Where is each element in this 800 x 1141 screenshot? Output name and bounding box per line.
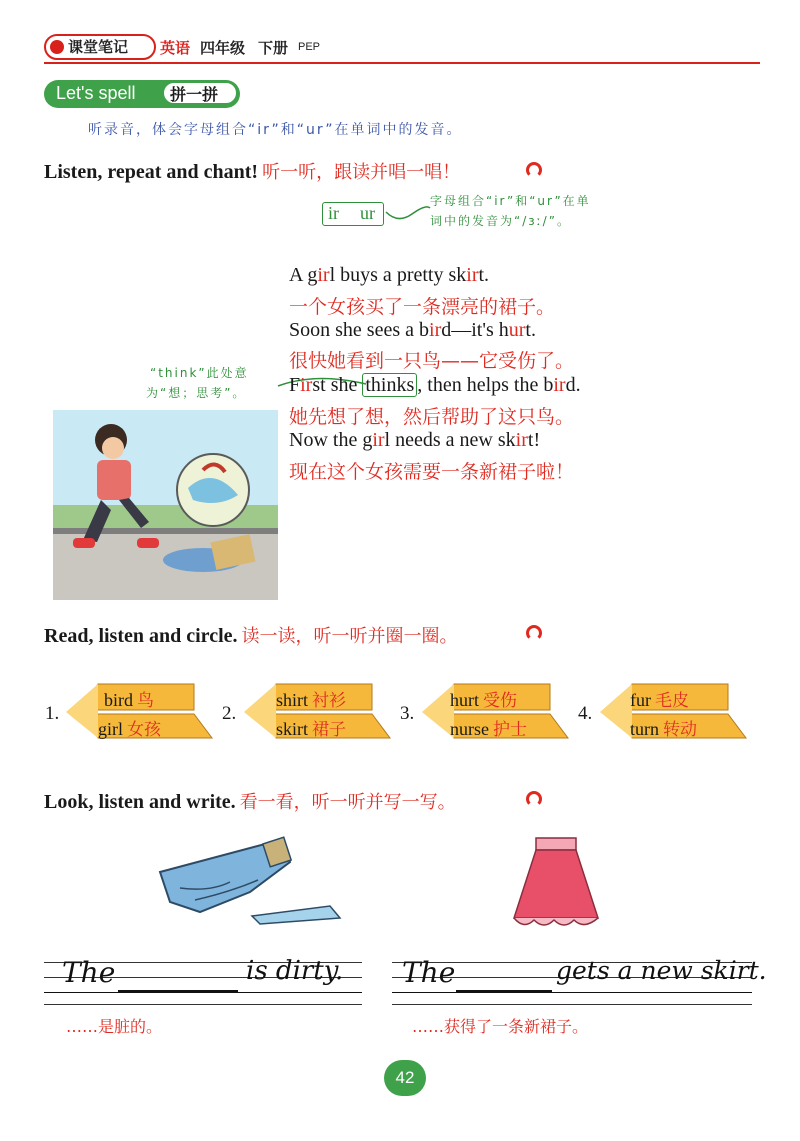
write-heading (44, 788, 456, 814)
circle-word: fur (630, 690, 651, 710)
phonics-letters: ir (429, 319, 442, 341)
think-note-line2: 为“想；思考”。 (146, 386, 247, 400)
audio-icon[interactable] (526, 791, 542, 807)
chant-heading-en: Listen, repeat and chant! (44, 161, 259, 183)
circle-item-1-top[interactable] (104, 686, 154, 711)
page-number: 42 (395, 1068, 415, 1087)
volume-label: 下册 (258, 39, 289, 57)
circle-item-2-bottom[interactable] (276, 715, 346, 740)
circle-word-cn: 受伤 (483, 691, 517, 711)
dirty-skirt-illustration (140, 832, 350, 932)
chant-line-4-en: Now the girl needs a new skirt! (289, 429, 541, 451)
circle-heading-en: Read, listen and circle. (44, 625, 238, 647)
circle-item-4-bottom[interactable] (630, 715, 697, 740)
circle-word: bird (104, 690, 133, 710)
write-heading-en: Look, listen and write. (44, 791, 236, 813)
section-instruction: 听录音，体会字母组合“ir”和“ur”在单词中的发音。 (88, 122, 463, 138)
brand-title: 课堂笔记 (68, 38, 129, 56)
chant-line-1-cn: 一个女孩买了一条漂亮的裙子。 (289, 296, 556, 318)
phonics-ir: ir (328, 203, 339, 223)
chant-line-3-cn: 她先想了想，然后帮助了这只鸟。 (289, 406, 575, 428)
section-tag-cn: 拼一拼 (170, 85, 219, 104)
phonics-note-line1: 字母组合“ir”和“ur”在单 (430, 194, 591, 208)
audio-icon[interactable] (526, 162, 542, 178)
phonics-letters: ir (466, 264, 479, 286)
audio-icon[interactable] (526, 625, 542, 641)
phonics-letters: ur (508, 319, 526, 341)
think-note-line1: “think”此处意 (150, 366, 249, 380)
circle-word: turn (630, 719, 659, 739)
circle-heading (44, 622, 458, 648)
circle-item-1-number: 1. (45, 703, 60, 724)
chant-heading (44, 158, 460, 184)
circle-item-3-bottom[interactable] (450, 715, 527, 740)
writing-guide-line (392, 1004, 752, 1005)
sentence-2-caption: ……获得了一条新裙子。 (412, 1017, 589, 1036)
subject-label: 英语 (160, 39, 191, 57)
circle-word-cn: 护士 (493, 720, 527, 740)
brand-dot-icon (50, 40, 64, 54)
sentence-1-end: is dirty. (246, 956, 344, 986)
sentence-1-start: The (62, 956, 116, 989)
header-divider (44, 62, 760, 64)
chant-line-4-cn: 现在这个女孩需要一条新裙子啦！ (289, 461, 575, 483)
circle-item-2-number: 2. (222, 703, 237, 724)
sentence-1-blank[interactable] (118, 990, 238, 992)
phonics-letters: ir (300, 374, 313, 396)
sentence-2-blank[interactable] (456, 990, 552, 992)
circle-item-3-number: 3. (400, 703, 415, 724)
circle-word-cn: 衬衫 (312, 691, 347, 711)
phonics-letters: ir (553, 374, 566, 396)
phonics-arrow-icon (384, 200, 432, 226)
phonics-note-line2: 词中的发音为“/ɜː/”。 (430, 214, 571, 228)
grade-label: 四年级 (200, 39, 246, 57)
circle-item-4-top[interactable] (630, 686, 689, 711)
circle-word: girl (98, 719, 123, 739)
circle-word-cn: 裙子 (312, 720, 347, 740)
writing-guide-line (44, 992, 362, 993)
circle-item-2-top[interactable] (276, 686, 346, 711)
chant-line-3-en: First she thinks , then helps the bird. (289, 374, 581, 396)
phonics-letters: ir (515, 429, 528, 451)
circle-word-cn: 毛皮 (655, 691, 689, 711)
edition-label: PEP (298, 41, 321, 53)
phonics-letters: ir (317, 264, 330, 286)
new-skirt-illustration (508, 834, 604, 934)
writing-guide-line (44, 1004, 362, 1005)
circle-word-cn: 转动 (663, 720, 697, 740)
circle-word: skirt (276, 719, 309, 739)
circle-word: shirt (276, 690, 309, 710)
sentence-2-end: gets a new skirt. (556, 956, 767, 985)
sentence-1-caption: ……是脏的。 (66, 1017, 163, 1036)
girl-helps-bird-illustration (53, 410, 278, 600)
writing-guide-line (392, 992, 752, 993)
thinks-highlight: thinks (362, 373, 417, 397)
chant-line-2-en: Soon she sees a bird—it's hurt. (289, 319, 536, 341)
phonics-ur: ur (360, 203, 375, 223)
circle-item-1-bottom[interactable] (98, 715, 161, 740)
chant-heading-cn: 听一听，跟读并唱一唱！ (262, 162, 461, 183)
circle-heading-cn: 读一读，听一听并圈一圈。 (241, 626, 458, 647)
circle-word-cn: 鸟 (137, 691, 154, 711)
circle-word-cn: 女孩 (127, 720, 161, 740)
chant-line-2-cn: 很快她看到一只鸟——它受伤了。 (289, 350, 575, 372)
chant-line-1-en: A girl buys a pretty skirt. (289, 264, 490, 286)
section-tag-en: Let's spell (56, 83, 136, 103)
circle-word: hurt (450, 690, 479, 710)
circle-word: nurse (450, 719, 489, 739)
circle-item-3-top[interactable] (450, 686, 517, 711)
sentence-2-start: The (402, 956, 456, 989)
circle-item-4-number: 4. (578, 703, 593, 724)
phonics-letters: ir (372, 429, 385, 451)
write-heading-cn: 看一看，听一听并写一写。 (239, 792, 456, 813)
